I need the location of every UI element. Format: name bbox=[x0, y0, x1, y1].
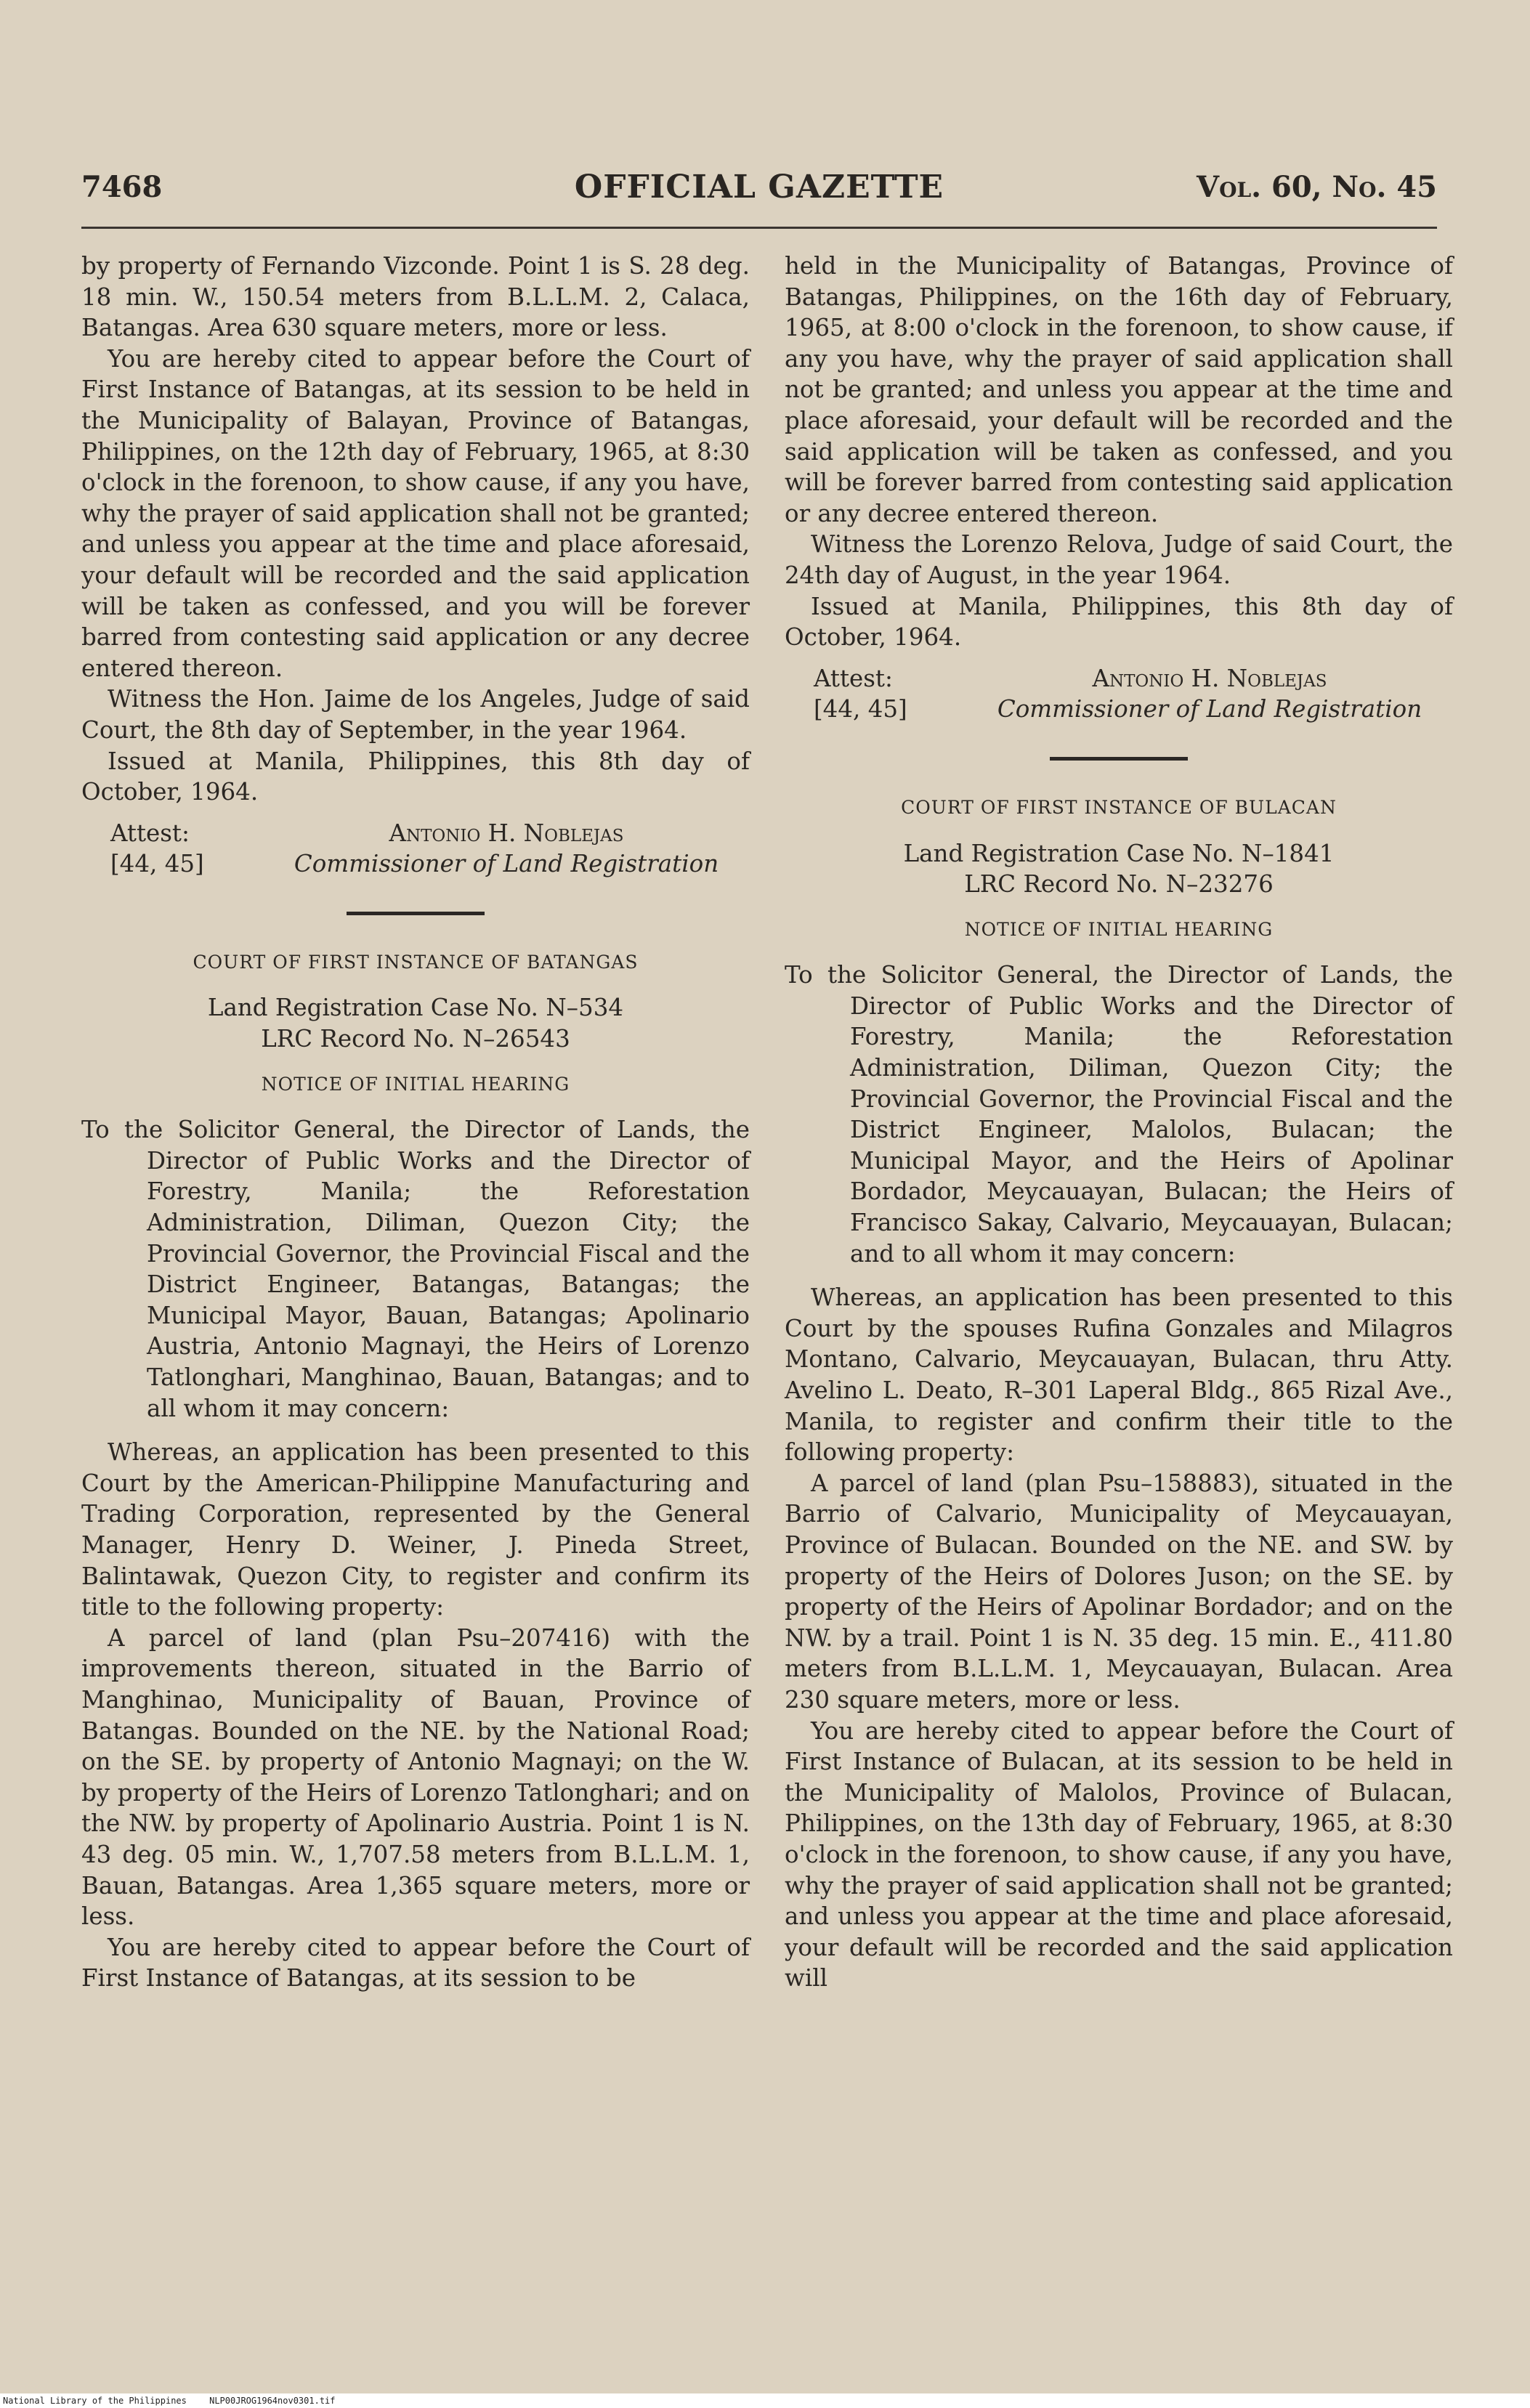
section-divider bbox=[347, 912, 485, 915]
paragraph: You are hereby cited to appear before the Court of First Instance of Batangas, at its session to be bbox=[81, 1933, 750, 1993]
case-number: Land Registration Case No. N–1841 bbox=[903, 839, 1335, 867]
attest-ref: [44, 45] bbox=[814, 695, 907, 723]
volume-number: Vol. 60, No. 45 bbox=[1197, 170, 1437, 204]
case-number: Land Registration Case No. N–534 bbox=[207, 994, 624, 1022]
notice-heading: NOTICE OF INITIAL HEARING bbox=[261, 1073, 570, 1095]
paragraph: by property of Fernando Vizconde. Point 1 is S. 28 deg. 18 min. W., 150.54 meters from B.L.L.M. 2, Calaca, Batangas. Area 630 square meters, more or less. bbox=[81, 252, 750, 342]
library-credit: National Library of the Philippines bbox=[3, 2396, 187, 2406]
attest-label: Attest: bbox=[110, 819, 190, 847]
addressees: To the Solicitor General, the Director of Lands, the Director of Public Works and the Director of Forestry, Manila; the Reforestation Administration, Diliman, Quezon City; the Provincial Governor, the Provincial Fiscal and the District Engineer, Malolos, Bulacan; the Municipal Mayor, and the Heirs of Apolinar Bordador, Meycauayan, Bulacan; the Heirs of Francisco Sakay, Calvario, Meycauayan, Bulacan; and to all whom it may concern: bbox=[785, 961, 1453, 1268]
attest-name: Antonio H. Noblejas bbox=[389, 819, 624, 847]
file-name: NLP00JROG1964nov0301.tif bbox=[209, 2396, 336, 2406]
attest-line bbox=[814, 663, 1453, 694]
attest-ref: [44, 45] bbox=[110, 850, 204, 878]
paragraph: A parcel of land (plan Psu–158883), situated in the Barrio of Calvario, Municipality of Meycauayan, Province of Bulacan. Bounded on the NE. and SW. by property of the Heirs of Dolores Juson; on the SE. by property of the Heirs of Apolinar Bordador; and on the NW. by a trail. Point 1 is N. 35 deg. 15 min. E., 411.80 meters from B.L.L.M. 1, Meycauayan, Bulacan. Area 230 square meters, more or less. bbox=[785, 1469, 1453, 1714]
paragraph: Issued at Manila, Philippines, this 8th day of October, 1964. bbox=[81, 747, 750, 806]
paragraph: A parcel of land (plan Psu–207416) with the improvements thereon, situated in the Barrio of Manghinao, Municipality of Bauan, Province of Batangas. Bounded on the NE. by the National Road; on the SE. by property of Antonio Magnayi; on the W. by property of the Heirs of Lorenzo Tatlonghari; and on the NW. by property of Apolinario Austria. Point 1 is N. 43 deg. 05 min. W., 1,707.58 meters from B.L.L.M. 1, Bauan, Batangas. Area 1,365 square meters, more or less. bbox=[81, 1623, 750, 1931]
left-column bbox=[81, 251, 750, 1994]
paragraph: Witness the Hon. Jaime de los Angeles, Judge of said Court, the 8th day of September, in the year 1964. bbox=[81, 685, 750, 744]
attest-name: Antonio H. Noblejas bbox=[1092, 664, 1327, 692]
paragraph: Witness the Lorenzo Relova, Judge of said Court, the 24th day of August, in the year 1964. bbox=[785, 530, 1453, 589]
court-heading: COURT OF FIRST INSTANCE OF BULACAN bbox=[901, 796, 1337, 818]
paragraph: Issued at Manila, Philippines, this 8th day of October, 1964. bbox=[785, 592, 1453, 652]
paragraph: Whereas, an application has been presented to this Court by the American-Philippine Manufacturing and Trading Corporation, represented by the General Manager, Henry D. Weiner, J. Pineda Street, Balintawak, Quezon City, to register and confirm its title to the following property: bbox=[81, 1438, 750, 1621]
attest-line bbox=[110, 818, 750, 849]
paragraph: Whereas, an application has been presented to this Court by the spouses Rufina Gonzales and Milagros Montano, Calvario, Meycauayan, Bulacan, thru Atty. Avelino L. Deato, R–301 Laperal Bldg., 865 Rizal Ave., Manila, to register and confirm their title to the following property: bbox=[785, 1284, 1453, 1467]
page-number: 7468 bbox=[81, 170, 163, 204]
paragraph: held in the Municipality of Batangas, Province of Batangas, Philippines, on the 16th day of February, 1965, at 8:00 o'clock in the forenoon, to show cause, if any you have, why the prayer of said application shall not be granted; and unless you appear at the time and place aforesaid, your default will be recorded and the said application will be taken as confessed, and you will be forever barred from contesting said application or any decree entered thereon. bbox=[785, 252, 1453, 527]
record-number: LRC Record No. N–23276 bbox=[964, 870, 1274, 899]
attest-title: Commissioner of Land Registration bbox=[997, 695, 1422, 723]
notice-heading: NOTICE OF INITIAL HEARING bbox=[964, 918, 1274, 940]
attest-line bbox=[110, 848, 750, 880]
attest-label: Attest: bbox=[814, 664, 893, 692]
header-rule bbox=[81, 227, 1437, 229]
attest-title: Commissioner of Land Registration bbox=[294, 850, 719, 878]
paragraph: You are hereby cited to appear before the Court of First Instance of Bulacan, at its session to be held in the Municipality of Malolos, Province of Bulacan, Philippines, on the 13th day of February, 1965, at 8:30 o'clock in the forenoon, to show cause, if any you have, why the prayer of said application shall not be granted; and unless you appear at the time and place aforesaid, your default will be recorded and the said application will bbox=[785, 1716, 1453, 1993]
publication-title: OFFICIAL GAZETTE bbox=[574, 169, 944, 206]
page-header bbox=[81, 166, 1437, 209]
record-number: LRC Record No. N–26543 bbox=[261, 1025, 570, 1053]
court-heading: COURT OF FIRST INSTANCE OF BATANGAS bbox=[193, 951, 639, 973]
scan-footer bbox=[0, 2393, 1530, 2408]
attest-line bbox=[814, 694, 1453, 725]
right-column bbox=[785, 251, 1453, 1994]
paragraph: You are hereby cited to appear before the Court of First Instance of Batangas, at its session to be held in the Municipality of Balayan, Province of Batangas, Philippines, on the 12th day of February, 1965, at 8:30 o'clock in the forenoon, to show cause, if any you have, why the prayer of said application shall not be granted; and unless you appear at the time and place aforesaid, your default will be recorded and the said application will be taken as confessed, and you will be forever barred from contesting said application or any decree entered thereon. bbox=[81, 344, 750, 682]
section-divider bbox=[1050, 757, 1188, 761]
addressees: To the Solicitor General, the Director of Lands, the Director of Public Works and the Director of Forestry, Manila; the Reforestation Administration, Diliman, Quezon City; the Provincial Governor, the Provincial Fiscal and the District Engineer, Batangas, Batangas; the Municipal Mayor, Bauan, Batangas; Apolinario Austria, Antonio Magnayi, the Heirs of Lorenzo Tatlonghari, Manghinao, Bauan, Batangas; and to all whom it may concern: bbox=[81, 1116, 750, 1422]
